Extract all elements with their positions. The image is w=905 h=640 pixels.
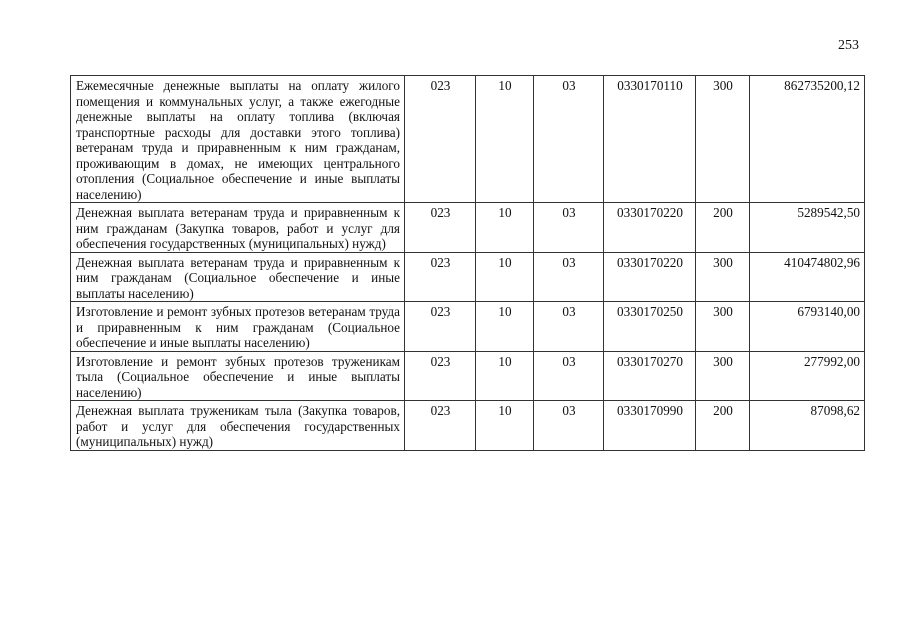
row-expense-type-code: 200 [696,401,750,451]
row-section-code: 10 [476,351,534,401]
row-amount: 6793140,00 [750,302,865,352]
row-description: Ежемесячные денежные выплаты на оплату жилого помещения и коммунальных услуг, а также ежегодные денежные выплаты на оплату топлива (включая транспортные расходы для доставки этого топлива) ветеранам труда и приравненным к ним гражданам, проживающим в домах, не имеющих центрального отопления (Социальное обеспечение и иные выплаты населению) [71,76,405,203]
row-amount: 862735200,12 [750,76,865,203]
row-subsection-code: 03 [534,203,604,253]
row-description: Изготовление и ремонт зубных протезов труженикам тыла (Социальное обеспечение и иные выплаты населению) [71,351,405,401]
row-target-code: 0330170220 [604,203,696,253]
page-number: 253 [838,38,859,53]
table-row [71,203,865,253]
row-amount: 277992,00 [750,351,865,401]
row-ministry-code: 023 [405,203,476,253]
row-amount: 5289542,50 [750,203,865,253]
row-expense-type-code: 300 [696,252,750,302]
row-target-code: 0330170990 [604,401,696,451]
row-ministry-code: 023 [405,351,476,401]
row-section-code: 10 [476,76,534,203]
row-subsection-code: 03 [534,76,604,203]
row-description: Изготовление и ремонт зубных протезов ветеранам труда и приравненным к ним гражданам (Социальное обеспечение и иные выплаты населению) [71,302,405,352]
table-row [71,401,865,451]
row-ministry-code: 023 [405,302,476,352]
row-description: Денежная выплата ветеранам труда и приравненным к ним гражданам (Закупка товаров, работ и услуг для обеспечения государственных (муниципальных) нужд) [71,203,405,253]
budget-table-body [71,76,865,451]
row-target-code: 0330170220 [604,252,696,302]
row-section-code: 10 [476,401,534,451]
table-row [71,252,865,302]
row-amount: 410474802,96 [750,252,865,302]
row-description: Денежная выплата ветеранам труда и приравненным к ним гражданам (Социальное обеспечение и иные выплаты населению) [71,252,405,302]
row-section-code: 10 [476,302,534,352]
row-ministry-code: 023 [405,252,476,302]
table-row [71,76,865,203]
table-row [71,302,865,352]
row-ministry-code: 023 [405,76,476,203]
row-subsection-code: 03 [534,351,604,401]
row-section-code: 10 [476,252,534,302]
row-target-code: 0330170250 [604,302,696,352]
row-expense-type-code: 200 [696,203,750,253]
row-target-code: 0330170270 [604,351,696,401]
row-subsection-code: 03 [534,302,604,352]
row-expense-type-code: 300 [696,76,750,203]
row-subsection-code: 03 [534,401,604,451]
table-row [71,351,865,401]
row-expense-type-code: 300 [696,302,750,352]
budget-table [70,75,865,451]
row-description: Денежная выплата труженикам тыла (Закупка товаров, работ и услуг для обеспечения государственных (муниципальных) нужд) [71,401,405,451]
row-section-code: 10 [476,203,534,253]
row-target-code: 0330170110 [604,76,696,203]
row-amount: 87098,62 [750,401,865,451]
row-ministry-code: 023 [405,401,476,451]
row-subsection-code: 03 [534,252,604,302]
row-expense-type-code: 300 [696,351,750,401]
